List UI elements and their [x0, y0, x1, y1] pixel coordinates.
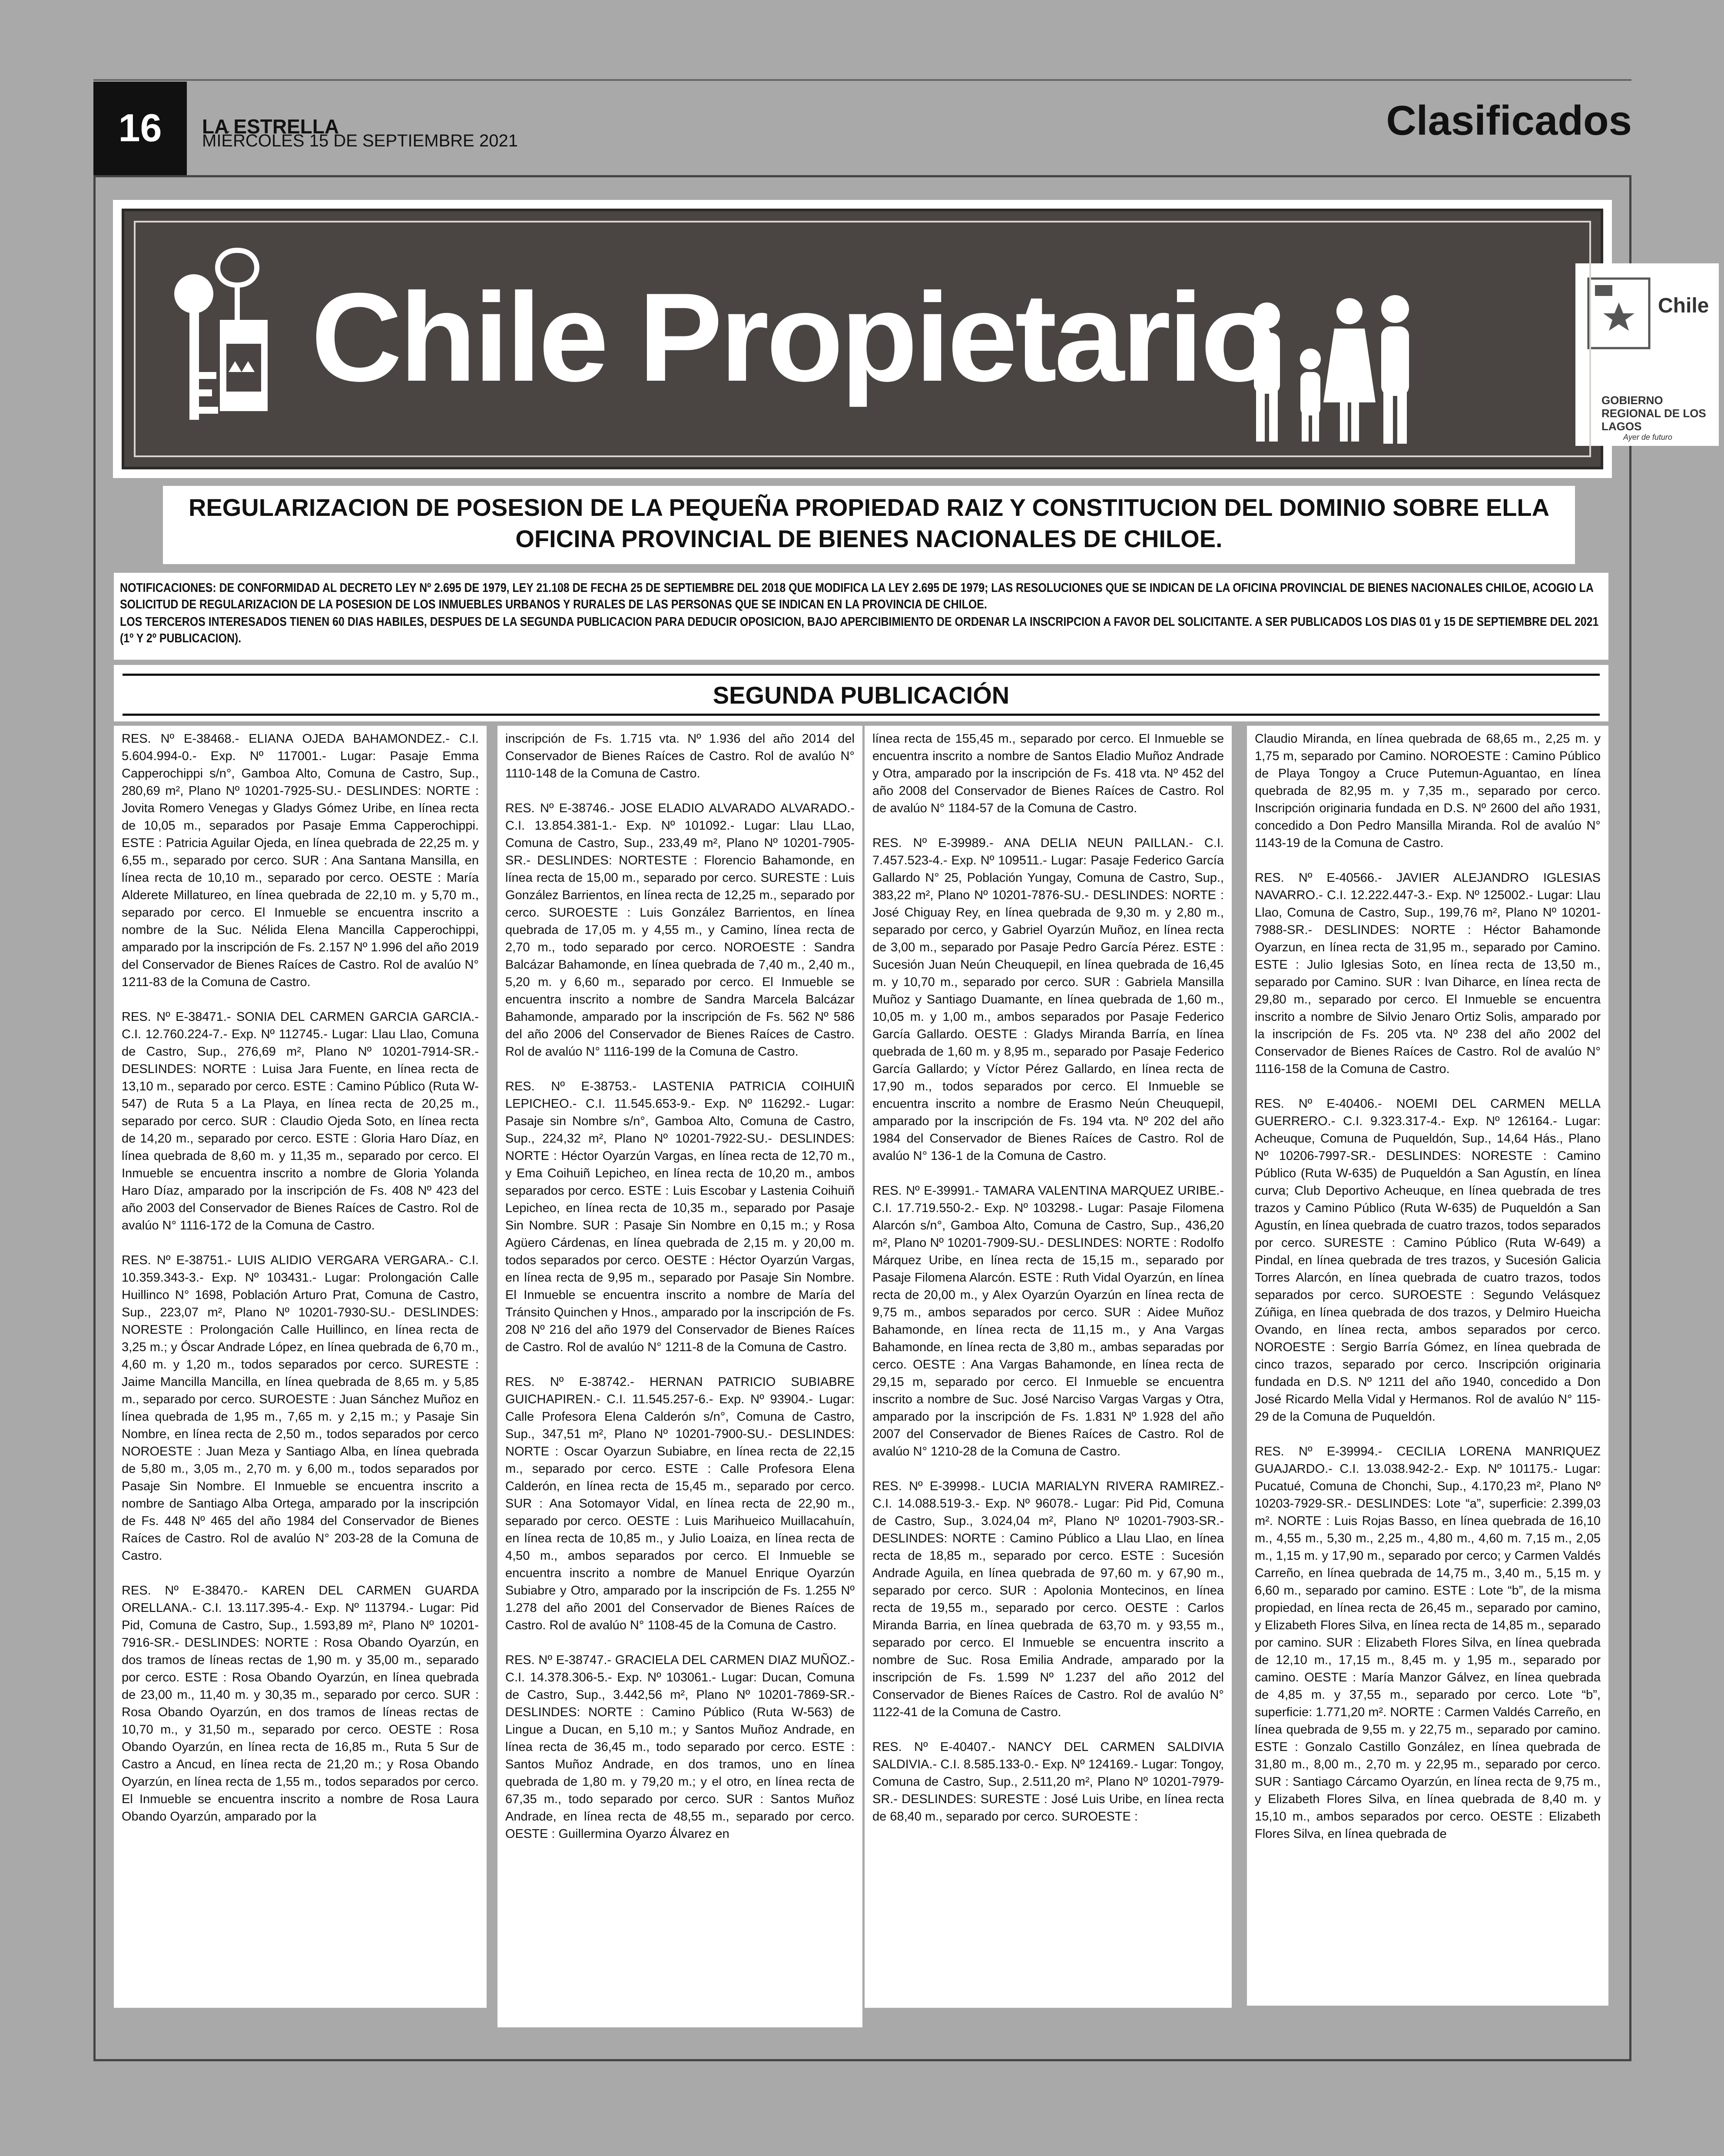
brand-title: Chile Propietario: [311, 267, 1275, 408]
column-4: [1247, 726, 1608, 2006]
resolution-entry: inscripción de Fs. 1.715 vta. Nº 1.936 del año 2014 del Conservador de Bienes Raíces de Castro. Rol de avalúo N° 1110-148 de la Comuna de Castro.: [505, 732, 855, 781]
resolution-entry: RES. Nº E-40407.- NANCY DEL CARMEN SALDIVIA SALDIVIA.- C.I. 8.585.133-0.- Exp. Nº 124169.- Lugar: Tongoy, Comuna de Castro, Sup., 2.511,20 m², Plano Nº 10201-7979-SR.- DESLINDES: SURESTE : José Luis Uribe, en línea recta de 68,40 m., separado por cerco. SUROESTE :: [872, 1740, 1224, 1824]
resolution-entry: línea recta de 155,45 m., separado por cerco. El Inmueble se encuentra inscrito a nombre de Santos Eladio Muñoz Andrade y Otra, amparado por la inscripción de Fs. 418 vta. Nº 452 del año 2008 del Conservador de Bienes Raíces de Castro. Rol de avalúo N° 1184-57 de la Comuna de Castro.: [872, 732, 1224, 815]
notice-text-1: NOTIFICACIONES: DE CONFORMIDAD AL DECRETO LEY Nº 2.695 DE 1979, LEY 21.108 DE FECHA 25 DE SEPTIEMBRE DEL 2018 QUE MODIFICA LA LEY 2.695 DE 1979; LAS RESOLUCIONES QUE SE INDICAN DE LA OFICINA PROVINCIAL DE BIENES NACIONALES CHILOE, ACOGIO LA SOLICITUD DE REGULARIZACION DE LA POSESION DE LOS INMUEBLES URBANOS Y RURALES DE LAS PERSONAS QUE SE INDICAN EN LA PROVINCIA DE CHILOE.: [120, 581, 1593, 611]
resolution-entry: RES. Nº E-39991.- TAMARA VALENTINA MARQUEZ URIBE.- C.I. 17.719.550-2.- Exp. Nº 103298.- Lugar: Pasaje Filomena Alarcón s/n°, Gamboa Alto, Comuna de Castro, Sup., 436,20 m², Plano Nº 10201-7909-SU.- DESLINDES: NORTE : Rodolfo Márquez Uribe, en línea recta de 15,15 m., separado por Pasaje Filomena Alarcón. ESTE : Ruth Vidal Oyarzún, en línea recta de 20,00 m., y Alex Oyarzún Oyarzún en línea recta de 9,75 m., ambos separados por cerco. SUR : Aidee Muñoz Bahamonde, en línea recta de 11,15 m., y Ana Vargas Bahamonde, en línea recta de 3,80 m., ambas separadas por cerco. OESTE : Ana Vargas Bahamonde, en línea recta de 29,15 m, separado por cerco. El Inmueble se encuentra inscrito a nombre de Suc. José Narciso Vargas Vargas y Otra, amparado por la inscripción de Fs. 1.831 Nº 1.928 del año 2007 del Conservador de Bienes Raíces de Castro. Rol de avalúo N° 1210-28 de la Comuna de Castro.: [872, 1184, 1224, 1458]
subtitle: REGULARIZACION DE POSESION DE LA PEQUEÑA PROPIEDAD RAIZ Y CONSTITUCION DEL DOMINIO SOBRE ELLA OFICINA PROVINCIAL DE BIENES NACIONALES DE CHILOE.: [188, 494, 1550, 552]
banner: [113, 200, 1709, 478]
resolution-entry: RES. Nº E-38742.- HERNAN PATRICIO SUBIABRE GUICHAPIREN.- C.I. 11.545.257-6.- Exp. Nº 93904.- Lugar: Calle Profesora Elena Calderón s/n°, Comuna de Castro, Sup., 347,51 m², Plano Nº 10201-7900-SU.- DESLINDES: NORTE : Oscar Oyarzun Subiabre, en línea recta de 22,15 m., separado por cerco. ESTE : Calle Profesora Elena Calderón, en línea recta de 15,45 m., separado por cerco. SUR : Ana Sotomayor Vidal, en línea recta de 22,90 m., separado por cerco. OESTE : Luis Marihueico Muillacahuín, en línea recta de 10,85 m., y Julio Loaiza, en línea recta de 4,50 m., ambos separados por cerco. El Inmueble se encuentra inscrito a nombre de Manuel Enrique Oyarzún Subiabre y Otro, amparado por la inscripción de Fs. 1.255 Nº 1.278 del año 2001 del Conservador de Bienes Raíces de Castro. Rol de avalúo N° 1108-45 de la Comuna de Castro.: [505, 1375, 855, 1632]
section-title: Clasificados: [1386, 97, 1632, 144]
resolution-entry: RES. Nº E-38470.- KAREN DEL CARMEN GUARDA ORELLANA.- C.I. 13.117.395-4.- Exp. Nº 113794.- Lugar: Pid Pid, Comuna de Castro, Sup., 1.593,89 m², Plano Nº 10201-7916-SR.- DESLINDES: NORTE : Rosa Obando Oyarzún, en dos tramos de líneas rectas de 1,90 m. y 35,00 m., separado por cerco. ESTE : Rosa Obando Oyarzún, en línea quebrada de 23,00 m., 11,40 m. y 30,35 m., separado por cerco. SUR : Rosa Obando Oyarzún, en dos tramos de líneas rectas de 10,70 m., y 31,50 m., separado por cerco. OESTE : Rosa Obando Oyarzún, en línea recta de 16,85 m., Ruta 5 Sur de Castro a Ancud, en línea recta de 21,20 m.; y Rosa Obando Oyarzún, en línea recta de 1,55 m., todos separados por cerco. El Inmueble se encuentra inscrito a nombre de Rosa Laura Obando Oyarzún, amparado por la: [122, 1584, 479, 1824]
publication-date: MIÉRCOLES 15 DE SEPTIEMBRE 2021: [202, 131, 518, 150]
segment-title: SEGUNDA PUBLICACIÓN: [713, 681, 1010, 709]
resolution-entry: RES. Nº E-38753.- LASTENIA PATRICIA COIHUIÑ LEPICHEO.- C.I. 11.545.653-9.- Exp. Nº 116292.- Lugar: Pasaje sin Nombre s/n°, Gamboa Alto, Comuna de Castro, Sup., 224,32 m², Plano Nº 10201-7922-SU.- DESLINDES: NORTE : Héctor Oyarzún Vargas, en línea recta de 12,70 m., y Ema Coihuiñ Lepicheo, en línea recta de 10,20 m., ambos separados por cerco. ESTE : Luis Escobar y Lastenia Coihuiñ Lepicheo, en línea recta de 10,35 m., separado por Pasaje Sin Nombre. SUR : Pasaje Sin Nombre en 0,15 m.; y Rosa Agüero Cárdenas, en línea quebrada de 2,15 m. y 20,00 m. todos separados por cerco. OESTE : Héctor Oyarzún Vargas, en línea recta de 9,95 m., separado por Pasaje Sin Nombre. El Inmueble se encuentra inscrito a nombre de María del Tránsito Quinchen y Hnos., amparado por la inscripción de Fs. 208 Nº 216 del año 1979 del Conservador de Bienes Raíces de Castro. Rol de avalúo N° 1211-8 de la Comuna de Castro.: [505, 1080, 855, 1354]
segment-header: [114, 665, 1608, 721]
column-3: [865, 726, 1232, 2008]
gov-chile-text: Chile: [1658, 294, 1709, 317]
family-icon: [1237, 285, 1419, 450]
resolution-entry: RES. Nº E-38747.- GRACIELA DEL CARMEN DIAZ MUÑOZ.- C.I. 14.378.306-5.- Exp. Nº 103061.- Lugar: Ducan, Comuna de Castro, Sup., 3.442,56 m², Plano Nº 10201-7869-SR.- DESLINDES: NORTE : Camino Público (Ruta W-563) de Lingue a Ducan, en 5,10 m.; y Santos Muñoz Andrade, en línea recta de 36,45 m., todo separado por cerco. ESTE : Santos Muñoz Andrade, en dos tramos, uno en línea quebrada de 1,80 m. y 79,20 m.; y el otro, en línea recta de 67,35 m., todo separado por cerco. SUR : Santos Muñoz Andrade, en línea recta de 48,55 m., separado por cerco. OESTE : Guillermina Oyarzo Álvarez en: [505, 1653, 855, 1841]
newspaper-name: LA ESTRELLA: [202, 115, 339, 138]
resolution-entry: RES. Nº E-39989.- ANA DELIA NEUN PAILLAN.- C.I. 7.457.523-4.- Exp. Nº 109511.- Lugar: Pasaje Federico García Gallardo N° 25, Población Yungay, Comuna de Castro, Sup., 383,22 m², Plano Nº 10201-7876-SU.- DESLINDES: NORTE : José Chiguay Rey, en línea quebrada de 9,30 m. y 2,80 m., separado por cerco, y Gabriel Oyarzún Muñoz, en línea recta de 3,00 m., separado por Pasaje Pedro García Pérez. ESTE : Sucesión Juan Neún Cheuquepil, en línea quebrada de 16,45 m. y 10,70 m., separado por cerco. SUR : Gabriela Mansilla Muñoz y Santiago Duamante, en línea quebrada de 1,60 m., 10,05 m. y 1,00 m., ambos separados por Pasaje Federico García Gallardo. OESTE : Gladys Miranda Barría, en línea quebrada de 1,60 m. y 8,95 m., separado por Pasaje Federico García Gallardo; y Víctor Pérez Gallardo, en línea recta de 17,90 m., todos separados por cerco. El Inmueble se encuentra inscrito a nombre de Erasmo Neún Cheuquepil, amparado por la inscripción de Fs. 194 vta. Nº 202 del año 1984 del Conservador de Bienes Raíces de Castro. Rol de avalúo N° 136-1 de la Comuna de Castro.: [872, 836, 1224, 1163]
resolution-entry: RES. Nº E-38751.- LUIS ALIDIO VERGARA VERGARA.- C.I. 10.359.343-3.- Exp. Nº 103431.- Lugar: Prolongación Calle Huillinco N° 1698, Población Arturo Prat, Comuna de Castro, Sup., 223,07 m², Plano Nº 10201-7930-SU.- DESLINDES: NORESTE : Prolongación Calle Huillinco, en línea recta de 3,25 m.; y Óscar Andrade López, en línea quebrada de 6,70 m., 4,60 m. y 1,20 m., todos separados por cerco. SURESTE : Jaime Mancilla Mancilla, en línea quebrada de 8,65 m. y 5,85 m., separado por cerco. SUROESTE : Juan Sánchez Muñoz en línea quebrada de 1,95 m., 7,65 m. y 2,15 m.; y Pasaje Sin Nombre, en línea recta de 2,50 m., todos separados por cerco NOROESTE : Juan Meza y Santiago Alba, en línea quebrada de 5,80 m., 3,05 m., 2,70 m. y 6,00 m., todos separados por Pasaje Sin Nombre. El Inmueble se encuentra inscrito a nombre de Santiago Alba Ortega, amparado por la inscripción de Fs. 448 Nº 465 del año 1984 del Conservador de Bienes Raíces de Castro. Rol de avalúo N° 203-28 de la Comuna de Castro.: [122, 1253, 479, 1563]
resolution-entry: RES. Nº E-38468.- ELIANA OJEDA BAHAMONDEZ.- C.I. 5.604.994-0.- Exp. Nº 117001.- Lugar: Pasaje Emma Capperochippi s/n°, Gamboa Alto, Comuna de Castro, Sup., 280,69 m², Plano Nº 10201-7925-SU.- DESLINDES: NORTE : Jovita Romero Venegas y Gladys Gómez Uribe, en línea recta de 10,05 m., separados por Pasaje Emma Capperochippi. ESTE : Patricia Aguilar Ojeda, en línea quebrada de 22,25 m. y 6,55 m., separado por cerco. SUR : Ana Santana Mansilla, en línea recta de 10,10 m., separado por cerco. OESTE : María Alderete Millatureo, en línea quebrada de 22,10 m. y 5,70 m., separado por cerco. El Inmueble se encuentra inscrito a nombre de la Suc. Nélida Elena Mancilla Capperochippi, amparado por la inscripción de Fs. 2.157 Nº 1.996 del año 2019 del Conservador de Bienes Raíces de Castro. Rol de avalúo N° 1211-83 de la Comuna de Castro.: [122, 732, 479, 989]
gov-regional-text: GOBIERNO REGIONAL DE LOS LAGOS: [1601, 394, 1706, 433]
gov-tagline: Ayer de futuro: [1623, 433, 1672, 442]
notice-text-2: LOS TERCEROS INTERESADOS TIENEN 60 DIAS HABILES, DESPUES DE LA SEGUNDA PUBLICACION PARA DEDUCIR OPOSICION, BAJO APERCIBIMIENTO DE ORDENAR LA INSCRIPCION A FAVOR DEL SOLICITANTE. A SER PUBLICADOS LOS DIAS 01 y 15 DE SEPTIEMBRE DEL 2021 (1º Y 2º PUBLICACION).: [120, 615, 1599, 645]
key-icon: [159, 242, 298, 433]
resolution-entry: RES. Nº E-40566.- JAVIER ALEJANDRO IGLESIAS NAVARRO.- C.I. 12.222.447-3.- Exp. Nº 125002.- Lugar: Llau Llao, Comuna de Castro, Sup., 199,76 m², Plano Nº 10201-7988-SR.- DESLINDES: NORTE : Héctor Bahamonde Oyarzun, en línea recta de 31,95 m., separado por Camino. ESTE : Julio Iglesias Soto, en línea recta de 13,50 m., separado por Camino. SUR : Ivan Diharce, en línea recta de 29,80 m., separado por cerco. El Inmueble se encuentra inscrito a nombre de Silvio Jenaro Ortiz Solis, amparado por la inscripción de Fs. 205 vta. Nº 238 del año 2002 del Conservador de Bienes Raíces de Castro. Rol de avalúo N° 1116-158 de la Comuna de Castro.: [1255, 871, 1601, 1076]
page-number: 16: [93, 82, 187, 175]
government-logo: [1575, 263, 1719, 446]
banner-panel: [122, 209, 1709, 469]
resolution-entry: RES. Nº E-38746.- JOSE ELADIO ALVARADO ALVARADO.- C.I. 13.854.381-1.- Exp. Nº 101092.- Lugar: Llau LLao, Comuna de Castro, Sup., 233,49 m², Plano Nº 10201-7905-SR.- DESLINDES: NORTESTE : Florencio Bahamonde, en línea recta de 15,00 m., separado por cerco. SURESTE : Luis González Barrientos, en línea recta de 12,25 m., separado por cerco. SUROESTE : Luis González Barrientos, en línea quebrada de 17,05 m. y 4,55 m., y Camino, línea recta de 2,70 m., todo separado por cerco. NOROESTE : Sandra Balcázar Bahamonde, en línea quebrada de 7,40 m., 2,40 m., 5,20 m. y 6,60 m., separado por cerco. El Inmueble se encuentra inscrito a nombre de Sandra Marcela Balcázar Bahamonde, amparado por la inscripción de Fs. 562 Nº 586 del año 2006 del Conservador de Bienes Raíces de Castro. Rol de avalúo N° 1116-199 de la Comuna de Castro.: [505, 801, 855, 1059]
segment-rule-top: [123, 674, 1600, 676]
resolution-entry: RES. Nº E-39998.- LUCIA MARIALYN RIVERA RAMIREZ.- C.I. 14.088.519-3.- Exp. Nº 96078.- Lugar: Pid Pid, Comuna de Castro, Sup., 3.024,04 m², Plano Nº 10201-7903-SR.- DESLINDES: NORTE : Camino Público a Llau Llao, en línea recta de 18,85 m., separado por cerco. ESTE : Sucesión Andrade Aguila, en línea quebrada de 97,60 m. y 67,90 m., separado por cerco. SUR : Apolonia Montecinos, en línea recta de 19,55 m., separado por cerco. OESTE : Carlos Miranda Barria, en línea quebrada de 63,70 m. y 93,55 m., separado por cerco. El Inmueble se encuentra inscrito a nombre de Suc. Rosa Emilia Andrade, amparado por la inscripción de Fs. 1.599 Nº 1.237 del año 2012 del Conservador de Bienes Raíces de Castro. Rol de avalúo N° 1122-41 de la Comuna de Castro.: [872, 1479, 1224, 1719]
resolution-entry: Claudio Miranda, en línea quebrada de 68,65 m., 2,25 m. y 1,75 m, separado por Camino. NOROESTE : Camino Público de Playa Tongoy a Cruce Putemun-Aguantao, en línea quebrada de 82,95 m. y 7,35 m., separado por cerco. Inscripción originaria fundada en D.S. Nº 2600 del año 1931, concedido a Don Pedro Mansilla Miranda. Rol de avalúo N° 1143-19 de la Comuna de Castro.: [1255, 732, 1601, 850]
segment-rule-bottom: [123, 714, 1600, 716]
header-rule: [93, 79, 1631, 81]
column-2: [497, 726, 862, 2027]
shield-icon: [1586, 276, 1651, 350]
subtitle-box: [163, 486, 1575, 564]
column-1: [114, 726, 487, 2008]
resolution-entry: RES. Nº E-40406.- NOEMI DEL CARMEN MELLA GUERRERO.- C.I. 9.323.317-4.- Exp. Nº 126164.- Lugar: Acheuque, Comuna de Puqueldón, Sup., 14,64 Hás., Plano Nº 10206-7997-SR.- DESLINDES: NORESTE : Camino Público (Ruta W-635) de Puqueldón a San Agustín, en línea curva; Club Deportivo Acheuque, en línea quebrada de tres trazos y Camino Público (Ruta W-635) de Puqueldón a San Agustín, en línea quebrada de cuatro trazos, todos separados por cerco. SURESTE : Camino Público (Ruta W-649) a Pindal, en línea quebrada de tres trazos, y Sucesión Galicia Torres Alarcón, en línea quebrada de cuatro trazos, todos separados por cerco. SUROESTE : Segundo Velásquez Zúñiga, en línea quebrada de dos trazos, y Delmiro Hueicha Ovando, en línea recta, ambos separados por cerco. NOROESTE : Sergio Barría Gómez, en línea quebrada de cinco trazos, separado por cerco. Inscripción originaria fundada en D.S. Nº 1211 del año 1940, concedido a Don José Ricardo Mella Vidal y Hermanos. Rol de avalúo N° 115-29 de la Comuna de Puqueldón.: [1255, 1097, 1601, 1424]
resolution-entry: RES. Nº E-38471.- SONIA DEL CARMEN GARCIA GARCIA.- C.I. 12.760.224-7.- Exp. Nº 112745.- Lugar: Llau Llao, Comuna de Castro, Sup., 276,69 m², Plano Nº 10201-7914-SR.- DESLINDES: NORTE : Luisa Jara Fuente, en línea recta de 13,10 m., separado por cerco. ESTE : Camino Público (Ruta W-547) de Ruta 5 a La Playa, en línea recta de 20,25 m., separado por cerco. SUR : Claudio Ojeda Soto, en línea recta de 14,20 m., separado por cerco. ESTE : Gloria Haro Díaz, en línea quebrada de 8,60 m. y 11,35 m., separado por cerco. El Inmueble se encuentra inscrito a nombre de Gloria Yolanda Haro Díaz, amparado por la inscripción de Fs. 408 Nº 423 del año 2003 del Conservador de Bienes Raíces de Castro. Rol de avalúo N° 1116-172 de la Comuna de Castro.: [122, 1010, 479, 1232]
notice-box: [114, 573, 1608, 660]
resolution-entry: RES. Nº E-39994.- CECILIA LORENA MANRIQUEZ GUAJARDO.- C.I. 13.038.942-2.- Exp. Nº 101175.- Lugar: Pucatué, Comuna de Chonchi, Sup., 4.170,23 m², Plano Nº 10203-7929-SR.- DESLINDES: Lote “a”, superficie: 2.399,03 m². NORTE : Luis Rojas Basso, en línea quebrada de 16,10 m., 4,55 m., 5,30 m., 2,25 m., 4,80 m., 4,60 m. 7,15 m., 2,05 m., 1,15 m. y 17,90 m., separado por cerco; y Carmen Valdés Carreño, en línea quebrada de 14,75 m., 3,40 m., 5,15 m. y 6,60 m., separado por camino. ESTE : Lote “b”, de la misma propiedad, en línea recta de 26,45 m., separado por camino, y Elizabeth Flores Silva, en línea recta de 14,85 m., separado por camino. SUR : Elizabeth Flores Silva, en línea quebrada de 12,10 m., 17,15 m., 8,45 m. y 1,95 m., separado por camino. OESTE : María Manzor Gálvez, en línea quebrada de 4,85 m. y 37,55 m., separado por cerco. Lote “b”, superficie: 1.771,20 m². NORTE : Carmen Valdés Carreño, en línea quebrada de 9,55 m. y 22,75 m., separado por camino. ESTE : Gonzalo Castillo González, en línea quebrada de 31,80 m., 8,00 m., 2,70 m. y 22,95 m., separado por cerco. SUR : Santiago Cárcamo Oyarzún, en línea recta de 9,75 m., y Elizabeth Flores Silva, en línea quebrada de 8,40 m. y 15,10 m., ambos separados por cerco. OESTE : Elizabeth Flores Silva, en línea quebrada de: [1255, 1445, 1601, 1841]
